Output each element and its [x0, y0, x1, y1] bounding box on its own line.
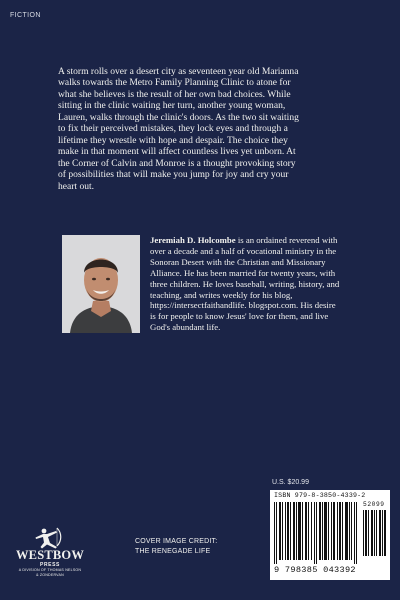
book-description: A storm rolls over a desert city as seventeen year old Marianna walks towards the Metro Family Planning Clinic to atone for what she believes is the result of her own bad choices. While sitting in the clinic waiting her turn, another young woman, Lauren, walks through the clinic's doors. As the two sit waiting to fix their perceived mistakes, they lock eyes and through a lifetime they wrestle with hope and despair. The choice they make in that moment will affect countless lives yet unborn. At the Corner of Calvin and Monroe is a thought provoking story of possibilities that will make you jump for joy and cry your heart out.: [58, 66, 299, 192]
publisher-logo: [12, 527, 88, 589]
publisher-tagline-1: A DIVISION OF THOMAS NELSON: [18, 568, 82, 572]
publisher-name: WESTBOW: [15, 548, 85, 562]
publisher-press: PRESS: [40, 562, 60, 568]
credit-name: THE RENEGADE LIFE: [135, 547, 211, 555]
author-name: Jeremiah D. Holcombe: [150, 235, 236, 245]
author-bio: [150, 235, 340, 333]
author-portrait-image: [62, 235, 140, 333]
westbow-figure-icon: [30, 527, 70, 549]
author-bio-text: is an ordained reverend with over a decade and a half of vocational ministry in the Sonoran Desert with the Christian and Missionary Alliance. He has been married for twenty years, with three children. He loves baseball, writing, history, and teaching, and writes weekly for his blog, https://intersectfaithandlife. blogspot.com. His desire is for people to know Jesus' love for them, and live God's abundant life.: [150, 235, 340, 333]
genre-label: FICTION: [10, 12, 41, 19]
credit-label: COVER IMAGE CREDIT:: [135, 538, 218, 545]
author-photo: [62, 235, 140, 333]
price-label: U.S. $20.99: [272, 479, 309, 486]
barcode-box: [270, 490, 390, 580]
publisher-tagline-2: & ZONDERVAN: [36, 573, 64, 577]
price-code-text: 52099: [363, 501, 385, 508]
isbn-text: ISBN 979-8-3850-4339-2: [274, 492, 366, 499]
cover-image-credit: [135, 537, 217, 556]
isbn-barcode-icon: [274, 502, 358, 564]
barcode-digits: 9 798385 043392: [274, 565, 356, 575]
price-barcode-icon: [363, 510, 387, 556]
